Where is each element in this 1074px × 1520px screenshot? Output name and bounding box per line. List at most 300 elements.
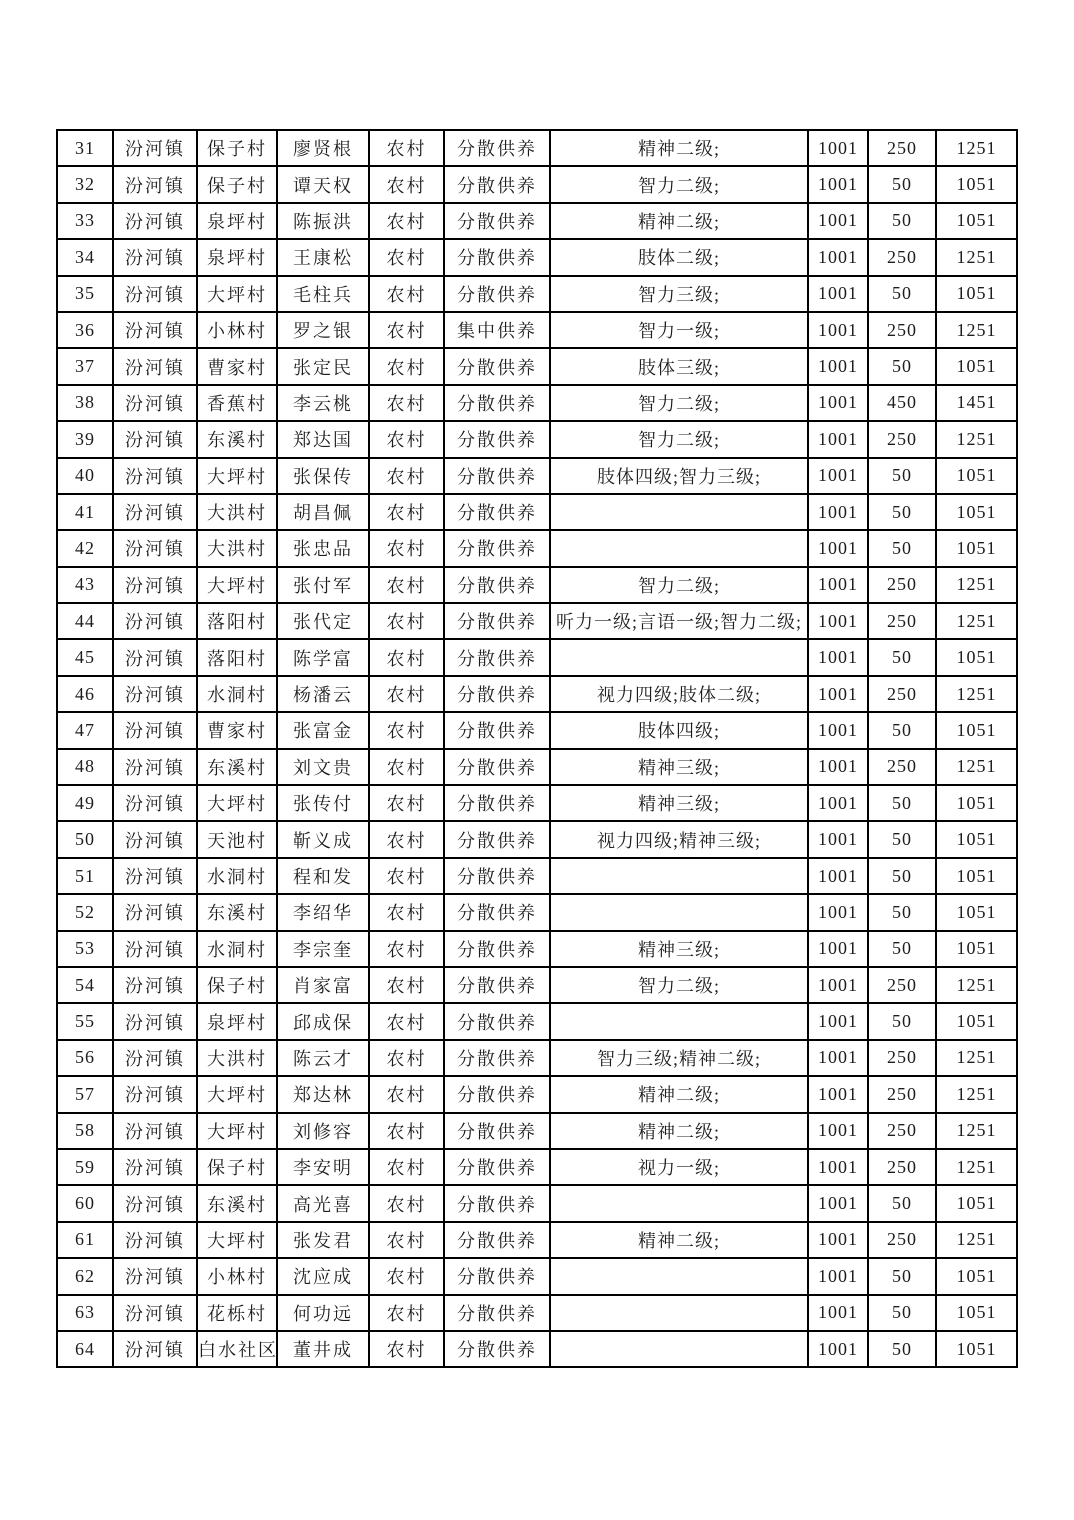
cell-support_type: 分散供养	[444, 821, 550, 857]
table-row	[57, 385, 1017, 421]
cell-base_amount: 1001	[808, 312, 868, 348]
cell-subsidy_amount: 50	[868, 1258, 936, 1294]
cell-subsidy_amount: 50	[868, 203, 936, 239]
cell-town: 汾河镇	[113, 239, 197, 275]
cell-village: 水洞村	[197, 858, 277, 894]
cell-disability: 智力二级;	[550, 421, 808, 457]
cell-name: 张定民	[277, 348, 369, 384]
table-row	[57, 312, 1017, 348]
cell-subsidy_amount: 50	[868, 1185, 936, 1221]
cell-support_type: 分散供养	[444, 458, 550, 494]
cell-base_amount: 1001	[808, 239, 868, 275]
cell-seq: 55	[57, 1003, 113, 1039]
table-row	[57, 931, 1017, 967]
cell-base_amount: 1001	[808, 1185, 868, 1221]
table-row	[57, 421, 1017, 457]
cell-seq: 39	[57, 421, 113, 457]
table-row	[57, 1040, 1017, 1076]
cell-base_amount: 1001	[808, 639, 868, 675]
cell-village: 泉坪村	[197, 203, 277, 239]
cell-base_amount: 1001	[808, 530, 868, 566]
cell-town: 汾河镇	[113, 603, 197, 639]
cell-subsidy_amount: 250	[868, 1076, 936, 1112]
cell-village: 大坪村	[197, 276, 277, 312]
cell-subsidy_amount: 250	[868, 421, 936, 457]
cell-name: 杨潘云	[277, 676, 369, 712]
cell-seq: 33	[57, 203, 113, 239]
cell-total_amount: 1051	[936, 1003, 1017, 1039]
cell-town: 汾河镇	[113, 348, 197, 384]
cell-name: 张付军	[277, 567, 369, 603]
cell-base_amount: 1001	[808, 166, 868, 202]
cell-disability: 精神二级;	[550, 1222, 808, 1258]
cell-support_type: 分散供养	[444, 894, 550, 930]
cell-area_type: 农村	[369, 1113, 444, 1149]
cell-area_type: 农村	[369, 567, 444, 603]
cell-name: 沈应成	[277, 1258, 369, 1294]
cell-total_amount: 1051	[936, 712, 1017, 748]
table-row	[57, 1149, 1017, 1185]
cell-area_type: 农村	[369, 421, 444, 457]
cell-total_amount: 1051	[936, 348, 1017, 384]
cell-support_type: 分散供养	[444, 530, 550, 566]
cell-village: 东溪村	[197, 1185, 277, 1221]
cell-total_amount: 1051	[936, 166, 1017, 202]
cell-subsidy_amount: 250	[868, 1222, 936, 1258]
cell-base_amount: 1001	[808, 676, 868, 712]
cell-seq: 59	[57, 1149, 113, 1185]
cell-total_amount: 1451	[936, 385, 1017, 421]
cell-name: 廖贤根	[277, 130, 369, 166]
cell-total_amount: 1251	[936, 130, 1017, 166]
cell-area_type: 农村	[369, 1331, 444, 1367]
cell-base_amount: 1001	[808, 421, 868, 457]
cell-seq: 31	[57, 130, 113, 166]
cell-seq: 46	[57, 676, 113, 712]
cell-village: 泉坪村	[197, 239, 277, 275]
cell-area_type: 农村	[369, 458, 444, 494]
cell-seq: 61	[57, 1222, 113, 1258]
cell-support_type: 分散供养	[444, 1295, 550, 1331]
cell-village: 保子村	[197, 1149, 277, 1185]
table-row	[57, 967, 1017, 1003]
cell-area_type: 农村	[369, 1076, 444, 1112]
cell-area_type: 农村	[369, 203, 444, 239]
cell-support_type: 分散供养	[444, 749, 550, 785]
cell-support_type: 集中供养	[444, 312, 550, 348]
cell-seq: 64	[57, 1331, 113, 1367]
cell-support_type: 分散供养	[444, 967, 550, 1003]
cell-base_amount: 1001	[808, 458, 868, 494]
cell-name: 刘修容	[277, 1113, 369, 1149]
cell-disability	[550, 1295, 808, 1331]
cell-village: 大坪村	[197, 1222, 277, 1258]
cell-disability: 视力四级;肢体二级;	[550, 676, 808, 712]
cell-village: 大洪村	[197, 494, 277, 530]
cell-total_amount: 1051	[936, 821, 1017, 857]
cell-village: 大坪村	[197, 1113, 277, 1149]
cell-seq: 43	[57, 567, 113, 603]
cell-town: 汾河镇	[113, 931, 197, 967]
cell-town: 汾河镇	[113, 1222, 197, 1258]
cell-subsidy_amount: 250	[868, 967, 936, 1003]
cell-subsidy_amount: 250	[868, 749, 936, 785]
cell-base_amount: 1001	[808, 785, 868, 821]
table-row	[57, 458, 1017, 494]
cell-area_type: 农村	[369, 1295, 444, 1331]
cell-name: 罗之银	[277, 312, 369, 348]
cell-support_type: 分散供养	[444, 421, 550, 457]
cell-disability	[550, 858, 808, 894]
cell-support_type: 分散供养	[444, 1003, 550, 1039]
table-row	[57, 166, 1017, 202]
cell-seq: 48	[57, 749, 113, 785]
cell-area_type: 农村	[369, 130, 444, 166]
cell-total_amount: 1051	[936, 458, 1017, 494]
cell-name: 陈振洪	[277, 203, 369, 239]
cell-subsidy_amount: 250	[868, 567, 936, 603]
cell-support_type: 分散供养	[444, 494, 550, 530]
cell-name: 张发君	[277, 1222, 369, 1258]
cell-base_amount: 1001	[808, 1076, 868, 1112]
cell-total_amount: 1251	[936, 239, 1017, 275]
cell-disability: 视力一级;	[550, 1149, 808, 1185]
cell-area_type: 农村	[369, 858, 444, 894]
cell-town: 汾河镇	[113, 1113, 197, 1149]
cell-name: 郑达国	[277, 421, 369, 457]
cell-town: 汾河镇	[113, 712, 197, 748]
cell-area_type: 农村	[369, 894, 444, 930]
cell-disability: 精神二级;	[550, 203, 808, 239]
cell-subsidy_amount: 250	[868, 130, 936, 166]
cell-disability	[550, 639, 808, 675]
cell-seq: 47	[57, 712, 113, 748]
cell-support_type: 分散供养	[444, 676, 550, 712]
cell-area_type: 农村	[369, 1149, 444, 1185]
table-row	[57, 749, 1017, 785]
cell-name: 李云桃	[277, 385, 369, 421]
cell-total_amount: 1251	[936, 749, 1017, 785]
cell-town: 汾河镇	[113, 1149, 197, 1185]
cell-town: 汾河镇	[113, 1258, 197, 1294]
cell-subsidy_amount: 50	[868, 931, 936, 967]
cell-seq: 41	[57, 494, 113, 530]
cell-disability: 肢体二级;	[550, 239, 808, 275]
cell-name: 程和发	[277, 858, 369, 894]
cell-support_type: 分散供养	[444, 276, 550, 312]
cell-name: 李宗奎	[277, 931, 369, 967]
cell-town: 汾河镇	[113, 639, 197, 675]
table-row	[57, 1076, 1017, 1112]
cell-village: 保子村	[197, 166, 277, 202]
cell-town: 汾河镇	[113, 821, 197, 857]
cell-seq: 44	[57, 603, 113, 639]
cell-village: 东溪村	[197, 894, 277, 930]
table-row	[57, 348, 1017, 384]
cell-village: 白水社区	[197, 1331, 277, 1367]
cell-support_type: 分散供养	[444, 203, 550, 239]
cell-support_type: 分散供养	[444, 1076, 550, 1112]
cell-support_type: 分散供养	[444, 567, 550, 603]
cell-subsidy_amount: 250	[868, 676, 936, 712]
cell-area_type: 农村	[369, 1003, 444, 1039]
cell-area_type: 农村	[369, 1258, 444, 1294]
cell-total_amount: 1251	[936, 1149, 1017, 1185]
cell-name: 张代定	[277, 603, 369, 639]
cell-subsidy_amount: 450	[868, 385, 936, 421]
cell-area_type: 农村	[369, 967, 444, 1003]
cell-village: 大坪村	[197, 1076, 277, 1112]
cell-town: 汾河镇	[113, 1003, 197, 1039]
cell-disability: 智力二级;	[550, 385, 808, 421]
table-row	[57, 1331, 1017, 1367]
cell-disability: 智力二级;	[550, 166, 808, 202]
cell-name: 李绍华	[277, 894, 369, 930]
cell-disability: 肢体四级;智力三级;	[550, 458, 808, 494]
cell-disability	[550, 1258, 808, 1294]
cell-disability: 精神二级;	[550, 1113, 808, 1149]
cell-town: 汾河镇	[113, 894, 197, 930]
table-row	[57, 639, 1017, 675]
cell-name: 郑达林	[277, 1076, 369, 1112]
cell-village: 大坪村	[197, 458, 277, 494]
cell-seq: 53	[57, 931, 113, 967]
cell-base_amount: 1001	[808, 1003, 868, 1039]
cell-name: 董井成	[277, 1331, 369, 1367]
cell-seq: 51	[57, 858, 113, 894]
cell-base_amount: 1001	[808, 603, 868, 639]
cell-name: 何功远	[277, 1295, 369, 1331]
cell-disability	[550, 1331, 808, 1367]
cell-seq: 56	[57, 1040, 113, 1076]
cell-seq: 63	[57, 1295, 113, 1331]
cell-seq: 38	[57, 385, 113, 421]
cell-disability: 智力一级;	[550, 312, 808, 348]
cell-seq: 37	[57, 348, 113, 384]
cell-area_type: 农村	[369, 931, 444, 967]
cell-area_type: 农村	[369, 1222, 444, 1258]
cell-total_amount: 1251	[936, 967, 1017, 1003]
cell-total_amount: 1051	[936, 1331, 1017, 1367]
cell-seq: 62	[57, 1258, 113, 1294]
cell-area_type: 农村	[369, 639, 444, 675]
cell-town: 汾河镇	[113, 276, 197, 312]
cell-area_type: 农村	[369, 749, 444, 785]
cell-subsidy_amount: 50	[868, 1003, 936, 1039]
table-row	[57, 1222, 1017, 1258]
cell-name: 肖家富	[277, 967, 369, 1003]
cell-total_amount: 1251	[936, 1113, 1017, 1149]
cell-village: 香蕉村	[197, 385, 277, 421]
cell-area_type: 农村	[369, 494, 444, 530]
cell-total_amount: 1051	[936, 931, 1017, 967]
cell-town: 汾河镇	[113, 1076, 197, 1112]
table-row	[57, 1185, 1017, 1221]
table-row	[57, 239, 1017, 275]
cell-support_type: 分散供养	[444, 1040, 550, 1076]
cell-support_type: 分散供养	[444, 1222, 550, 1258]
cell-total_amount: 1051	[936, 639, 1017, 675]
cell-name: 高光喜	[277, 1185, 369, 1221]
cell-subsidy_amount: 50	[868, 530, 936, 566]
cell-base_amount: 1001	[808, 1149, 868, 1185]
cell-village: 花栎村	[197, 1295, 277, 1331]
cell-total_amount: 1051	[936, 785, 1017, 821]
cell-town: 汾河镇	[113, 458, 197, 494]
cell-town: 汾河镇	[113, 749, 197, 785]
cell-seq: 34	[57, 239, 113, 275]
cell-area_type: 农村	[369, 239, 444, 275]
cell-village: 大坪村	[197, 785, 277, 821]
cell-disability: 精神三级;	[550, 931, 808, 967]
cell-town: 汾河镇	[113, 567, 197, 603]
cell-area_type: 农村	[369, 348, 444, 384]
cell-base_amount: 1001	[808, 749, 868, 785]
cell-subsidy_amount: 50	[868, 494, 936, 530]
cell-town: 汾河镇	[113, 312, 197, 348]
cell-disability: 肢体三级;	[550, 348, 808, 384]
cell-base_amount: 1001	[808, 967, 868, 1003]
cell-seq: 57	[57, 1076, 113, 1112]
cell-disability: 智力三级;	[550, 276, 808, 312]
cell-subsidy_amount: 250	[868, 1040, 936, 1076]
cell-village: 曹家村	[197, 712, 277, 748]
cell-total_amount: 1251	[936, 603, 1017, 639]
cell-support_type: 分散供养	[444, 348, 550, 384]
cell-village: 落阳村	[197, 603, 277, 639]
cell-subsidy_amount: 50	[868, 1331, 936, 1367]
cell-village: 大洪村	[197, 530, 277, 566]
cell-seq: 35	[57, 276, 113, 312]
cell-town: 汾河镇	[113, 858, 197, 894]
cell-village: 水洞村	[197, 676, 277, 712]
cell-subsidy_amount: 50	[868, 785, 936, 821]
cell-disability: 听力一级;言语一级;智力二级;	[550, 603, 808, 639]
cell-support_type: 分散供养	[444, 1185, 550, 1221]
table-row	[57, 821, 1017, 857]
cell-seq: 36	[57, 312, 113, 348]
table-row	[57, 1295, 1017, 1331]
cell-village: 曹家村	[197, 348, 277, 384]
cell-base_amount: 1001	[808, 494, 868, 530]
table-row	[57, 567, 1017, 603]
table-row	[57, 1003, 1017, 1039]
cell-total_amount: 1051	[936, 1258, 1017, 1294]
cell-disability: 智力二级;	[550, 967, 808, 1003]
cell-town: 汾河镇	[113, 967, 197, 1003]
table-row	[57, 785, 1017, 821]
cell-area_type: 农村	[369, 712, 444, 748]
cell-name: 李安明	[277, 1149, 369, 1185]
cell-name: 谭天权	[277, 166, 369, 202]
cell-total_amount: 1051	[936, 894, 1017, 930]
cell-base_amount: 1001	[808, 712, 868, 748]
cell-area_type: 农村	[369, 166, 444, 202]
cell-subsidy_amount: 50	[868, 821, 936, 857]
cell-name: 王康松	[277, 239, 369, 275]
cell-total_amount: 1051	[936, 276, 1017, 312]
cell-name: 张保传	[277, 458, 369, 494]
cell-seq: 32	[57, 166, 113, 202]
cell-town: 汾河镇	[113, 1331, 197, 1367]
cell-town: 汾河镇	[113, 421, 197, 457]
cell-name: 靳义成	[277, 821, 369, 857]
cell-total_amount: 1051	[936, 1295, 1017, 1331]
cell-total_amount: 1251	[936, 1076, 1017, 1112]
cell-subsidy_amount: 50	[868, 858, 936, 894]
cell-town: 汾河镇	[113, 785, 197, 821]
cell-village: 东溪村	[197, 421, 277, 457]
cell-town: 汾河镇	[113, 1040, 197, 1076]
table-row	[57, 676, 1017, 712]
cell-name: 邱成保	[277, 1003, 369, 1039]
cell-disability	[550, 1185, 808, 1221]
cell-name: 张传付	[277, 785, 369, 821]
cell-disability: 精神三级;	[550, 785, 808, 821]
cell-area_type: 农村	[369, 385, 444, 421]
cell-name: 张富金	[277, 712, 369, 748]
cell-base_amount: 1001	[808, 1258, 868, 1294]
cell-support_type: 分散供养	[444, 858, 550, 894]
cell-subsidy_amount: 50	[868, 712, 936, 748]
cell-disability	[550, 894, 808, 930]
cell-base_amount: 1001	[808, 1331, 868, 1367]
table-row	[57, 130, 1017, 166]
subsidy-table	[56, 129, 1018, 1368]
cell-subsidy_amount: 50	[868, 1295, 936, 1331]
cell-area_type: 农村	[369, 530, 444, 566]
cell-area_type: 农村	[369, 603, 444, 639]
cell-base_amount: 1001	[808, 821, 868, 857]
cell-total_amount: 1251	[936, 312, 1017, 348]
cell-name: 陈学富	[277, 639, 369, 675]
cell-total_amount: 1051	[936, 858, 1017, 894]
cell-disability: 肢体四级;	[550, 712, 808, 748]
cell-town: 汾河镇	[113, 1295, 197, 1331]
cell-support_type: 分散供养	[444, 1113, 550, 1149]
table-row	[57, 858, 1017, 894]
cell-disability: 智力二级;	[550, 567, 808, 603]
cell-support_type: 分散供养	[444, 603, 550, 639]
cell-village: 保子村	[197, 967, 277, 1003]
cell-total_amount: 1051	[936, 530, 1017, 566]
cell-total_amount: 1251	[936, 676, 1017, 712]
cell-support_type: 分散供养	[444, 1331, 550, 1367]
cell-base_amount: 1001	[808, 931, 868, 967]
cell-seq: 50	[57, 821, 113, 857]
cell-base_amount: 1001	[808, 276, 868, 312]
cell-base_amount: 1001	[808, 1222, 868, 1258]
cell-disability	[550, 530, 808, 566]
cell-disability: 精神二级;	[550, 130, 808, 166]
cell-town: 汾河镇	[113, 494, 197, 530]
cell-subsidy_amount: 250	[868, 312, 936, 348]
cell-seq: 45	[57, 639, 113, 675]
cell-base_amount: 1001	[808, 1040, 868, 1076]
cell-disability	[550, 1003, 808, 1039]
table-row	[57, 603, 1017, 639]
cell-seq: 49	[57, 785, 113, 821]
cell-name: 毛柱兵	[277, 276, 369, 312]
cell-disability: 精神二级;	[550, 1076, 808, 1112]
cell-total_amount: 1251	[936, 567, 1017, 603]
cell-support_type: 分散供养	[444, 1149, 550, 1185]
cell-village: 东溪村	[197, 749, 277, 785]
cell-name: 陈云才	[277, 1040, 369, 1076]
table-row	[57, 894, 1017, 930]
cell-support_type: 分散供养	[444, 712, 550, 748]
cell-base_amount: 1001	[808, 894, 868, 930]
